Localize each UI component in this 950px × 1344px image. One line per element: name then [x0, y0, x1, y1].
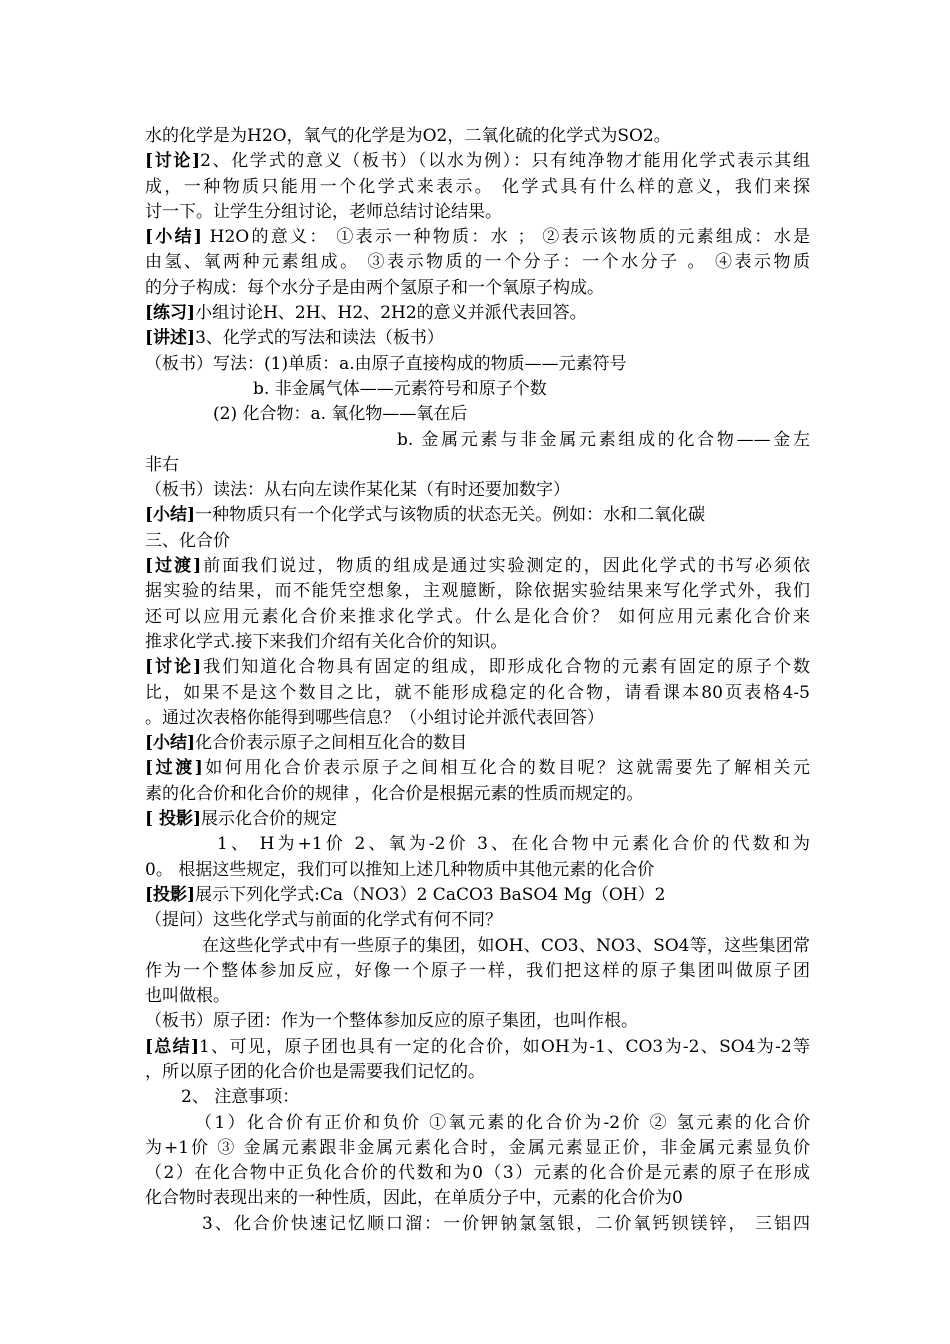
text-line	[145, 225, 810, 250]
section-tag: [总结]	[145, 1036, 200, 1057]
text-line	[145, 250, 810, 275]
text-line	[145, 175, 810, 200]
section-tag: [练习]	[145, 303, 196, 324]
line-text: 0。 根据这些规定，我们可以推知上述几种物质中其他元素的化合价	[145, 859, 655, 880]
line-text: 。通过次表格你能得到哪些信息？（小组讨论并派代表回答）	[145, 707, 604, 728]
line-text: 讨一下。让学生分组讨论，老师总结讨论结果。	[145, 201, 502, 222]
text-line	[145, 402, 810, 427]
section-tag: [讨论]	[145, 657, 202, 678]
line-text: 的分子构成：每个水分子是由两个氢原子和一个氧原子构成。	[145, 277, 604, 298]
text-line	[145, 503, 810, 528]
line-text: 水的化学是为H2O，氧气的化学是为O2，二氧化硫的化学式为SO2。	[145, 126, 671, 146]
line-text: 非右	[145, 454, 179, 475]
line-text: （板书）读法：从右向左读作某化某（有时还要加数字）	[145, 480, 570, 501]
line-text: 小组讨论H、2H、H2、2H2的意义并派代表回答。	[195, 303, 587, 324]
line-text: 展示化合价的规定	[201, 809, 338, 830]
line-text: 成，一种物质只能用一个化学式来表示。 化学式具有什么样的意义，我们来探	[145, 176, 810, 197]
line-text: 1、可见，原子团也具有一定的化合价，如OH为-1、CO3为-2、SO4为-2等	[199, 1036, 810, 1057]
line-text: （板书）原子团：作为一个整体参加反应的原子集团，也叫作根。	[145, 1011, 638, 1032]
text-line	[145, 832, 810, 857]
line-text: b. 非金属气体——元素符号和原子个数	[253, 378, 547, 399]
text-line	[145, 377, 810, 402]
text-line	[145, 276, 810, 301]
text-line	[145, 782, 810, 807]
text-line	[145, 326, 810, 351]
section-tag: [讲述]	[145, 328, 196, 349]
line-text: 在这些化学式中有一些原子的集团，如OH、CO3、NO3、SO4等，这些集团常	[202, 935, 810, 956]
line-text: 化合物时表现出来的一种性质，因此，在单质分子中，元素的化合价为0	[145, 1188, 683, 1209]
text-line	[145, 124, 810, 149]
section-tag: [小结]	[145, 227, 202, 248]
text-line	[145, 731, 810, 756]
line-text: 1、 H为+1价 2、氧为-2价 3、在化合物中元素化合价的代数和为	[217, 834, 810, 855]
line-text: 展示下列化学式:Ca（NO3）2 CaCO3 BaSO4 Mg（OH）2	[195, 884, 666, 905]
text-line	[145, 1186, 810, 1211]
section-tag: [过渡]	[145, 556, 202, 577]
text-line	[145, 1060, 810, 1085]
line-text: 由氢、氧两种元素组成。 ③表示物质的一个分子：一个水分子 。 ④表示物质	[145, 252, 810, 273]
line-text: （1）化合价有正价和负价 ①氧元素的化合价为-2价 ② 氢元素的化合价	[195, 1112, 810, 1133]
text-line	[145, 1085, 810, 1110]
text-line	[145, 579, 810, 604]
line-text: 2、化学式的意义（板书）（以水为例）：只有纯净物才能用化学式表示其组	[200, 151, 810, 172]
text-line	[145, 605, 810, 630]
line-text: ，所以原子团的化合价也是需要我们记忆的。	[145, 1061, 485, 1082]
line-text: （板书）写法：(1)单质：a.由原子直接构成的物质——元素符号	[145, 353, 627, 374]
text-line	[145, 554, 810, 579]
line-text: 为+1价 ③ 金属元素跟非金属元素化合时，金属元素显正价，非金属元素显负价	[145, 1137, 810, 1158]
text-line	[145, 529, 810, 554]
text-line	[145, 908, 810, 933]
text-line	[145, 1161, 810, 1186]
line-text: 素的化合价和化合价的规律 ，化合价是根据元素的性质而规定的。	[145, 783, 644, 804]
line-text: 也叫做根。	[145, 986, 230, 1007]
line-text: 一种物质只有一个化学式与该物质的状态无关。例如：水和二氧化碳	[195, 505, 706, 526]
line-text: 3、化合价快速记忆顺口溜：一价钾钠氯氢银，二价氧钙钡镁锌， 三铝四	[202, 1213, 810, 1234]
section-tag: [过渡]	[145, 758, 203, 779]
line-text: （2）在化合物中正负化合价的代数和为0（3）元素的化合价是元素的原子在形成	[145, 1163, 810, 1184]
line-text: 如何用化合价表示原子之间相互化合的数目呢？这就需要先了解相关元	[202, 758, 810, 779]
line-text: 3、化学式的写法和读法（板书）	[195, 328, 444, 349]
line-text: 前面我们说过，物质的组成是通过实验测定的，因此化学式的书写必须依	[201, 556, 810, 577]
text-line	[145, 1212, 810, 1237]
section-tag: [ 投影]	[145, 809, 202, 830]
line-text: 作为一个整体参加反应，好像一个原子一样，我们把这样的原子集团叫做原子团	[145, 960, 810, 981]
text-line	[145, 807, 810, 832]
line-text: H2O的意义： ①表示一种物质：水 ； ②表示该物质的元素组成：水是	[201, 227, 810, 248]
document-page	[145, 124, 810, 1237]
line-text: （提问）这些化学式与前面的化学式有何不同？	[145, 910, 502, 931]
line-text: 2、 注意事项：	[181, 1087, 300, 1108]
section-tag: [讨论]	[145, 151, 201, 172]
line-text: 据实验的结果，而不能凭空想象，主观臆断，除依据实验结果来写化学式外，我们	[145, 581, 810, 602]
line-text: 比，如果不是这个数目之比，就不能形成稳定的化合物，请看课本80页表格4-5	[145, 682, 810, 703]
text-line	[145, 984, 810, 1009]
text-line	[145, 1035, 810, 1060]
text-line	[145, 630, 810, 655]
text-line	[145, 478, 810, 503]
section-tag: [小结]	[145, 505, 196, 526]
text-line	[145, 655, 810, 680]
text-line	[145, 200, 810, 225]
text-line	[145, 934, 810, 959]
text-line	[145, 858, 810, 883]
line-text: 三、化合价	[145, 530, 230, 551]
text-line	[145, 352, 810, 377]
text-line	[145, 883, 810, 908]
section-tag: [小结]	[145, 733, 196, 754]
text-line	[145, 1009, 810, 1034]
text-line	[145, 453, 810, 478]
text-line	[145, 149, 810, 174]
line-text: 还可以应用元素化合价来推求化学式。什么是化合价？ 如何应用元素化合价来	[145, 606, 810, 627]
line-text: 化合价表示原子之间相互化合的数目	[195, 733, 468, 754]
text-line	[145, 706, 810, 731]
line-text: b. 金属元素与非金属元素组成的化合物——金左	[397, 429, 810, 450]
text-line	[145, 959, 810, 984]
text-line	[145, 301, 810, 326]
text-line	[145, 428, 810, 453]
text-line	[145, 1136, 810, 1161]
text-line	[145, 1111, 810, 1136]
section-tag: [投影]	[145, 884, 196, 905]
line-text: 推求化学式.接下来我们介绍有关化合价的知识。	[145, 631, 508, 652]
text-line	[145, 756, 810, 781]
text-line	[145, 681, 810, 706]
line-text: (2) 化合物：a. 氧化物——氧在后	[213, 404, 468, 425]
line-text: 我们知道化合物具有固定的组成，即形成化合物的元素有固定的原子个数	[201, 657, 810, 678]
